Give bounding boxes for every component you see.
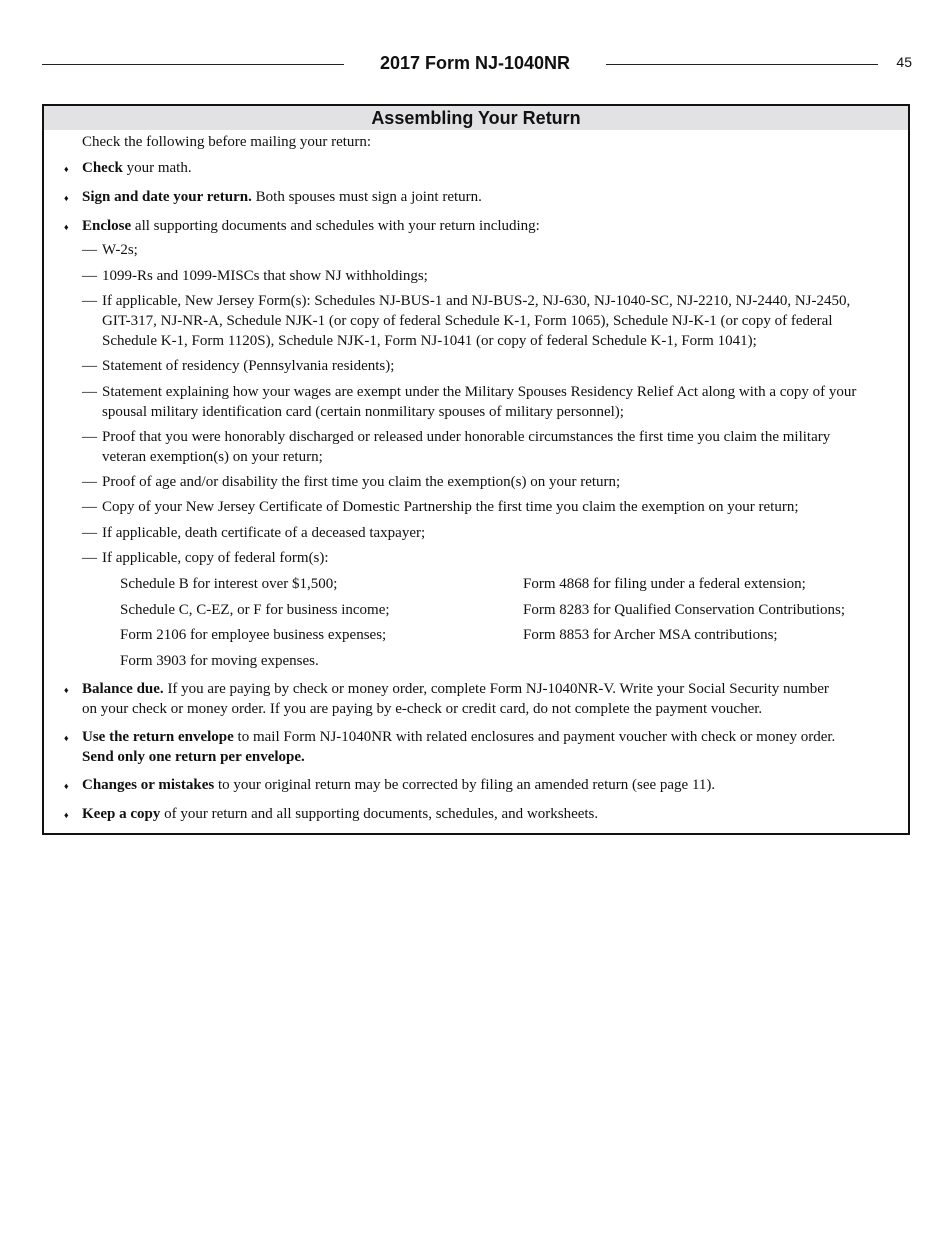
enclosure-text: If applicable, New Jersey Form(s): Schedules NJ-BUS-1 and NJ-BUS-2, NJ-630, NJ-1040-SC, NJ-2210, NJ-2440, NJ-2450,: [102, 293, 851, 309]
header-rule-right: [606, 64, 878, 65]
enclosure-text: If applicable, copy of federal form(s):: [102, 550, 329, 566]
section-title: Assembling Your Return: [44, 106, 908, 130]
page-number: 45: [896, 54, 912, 70]
page-title: 2017 Form NJ-1040NR: [379, 53, 571, 73]
bullet-bold-text: Check: [82, 160, 123, 176]
federal-form-item: Form 8853 for Archer MSA contributions;: [523, 627, 778, 643]
federal-form-item: Schedule C, C-EZ, or F for business income;: [120, 602, 390, 618]
dash-mark: —: [82, 293, 97, 309]
enclosure-age: [82, 472, 912, 492]
enclosure-text: W-2s;: [102, 242, 138, 258]
federal-form-item: Schedule B for interest over $1,500;: [120, 576, 338, 592]
enclosure-1099: [82, 266, 912, 286]
header-rule-left: [42, 64, 344, 65]
bullet-text: of your return and all supporting documents, schedules, and worksheets.: [160, 806, 599, 822]
dash-mark: —: [82, 384, 97, 400]
enclosure-residency: [82, 356, 912, 376]
dash-mark: —: [82, 550, 97, 566]
intro-text: Check the following before mailing your return:: [82, 134, 372, 150]
dash-mark: —: [82, 429, 97, 445]
federal-form-item: Form 4868 for filing under a federal extension;: [523, 576, 806, 592]
list-item-envelope: [64, 727, 910, 747]
diamond-bullet-icon: ♦: [64, 193, 69, 203]
federal-form-item: Form 8283 for Qualified Conservation Contributions;: [523, 602, 846, 618]
bullet-text: Both spouses must sign a joint return.: [251, 189, 482, 205]
dash-mark: —: [82, 242, 97, 258]
enclosure-text: Proof that you were honorably discharged or released under honorable circumstances the first time you claim the military: [102, 429, 831, 445]
enclosure-military-spouse: [82, 382, 912, 402]
dash-mark: —: [82, 474, 97, 490]
bullet-text: If you are paying by check or money order, complete Form NJ-1040NR-V. Write your Social Security number: [163, 681, 829, 697]
federal-form-item: Form 3903 for moving expenses.: [120, 653, 319, 669]
list-item-keep: [64, 804, 910, 824]
enclosure-veteran-line2: veteran exemption(s) on your return;: [102, 449, 323, 465]
enclosure-text: Statement explaining how your wages are exempt under the Military Spouses Residency Relief Act along with a copy of your: [102, 384, 857, 400]
list-item-balance-line2: on your check or money order. If you are paying by e-check or credit card, do not complete the payment voucher.: [82, 701, 763, 717]
diamond-bullet-icon: ♦: [64, 733, 69, 743]
assembling-return-box: [42, 104, 910, 835]
list-item-sign: [64, 187, 910, 207]
federal-form-item: Form 2106 for employee business expenses;: [120, 627, 387, 643]
bullet-text: your math.: [122, 160, 192, 176]
list-item-balance: [64, 679, 910, 699]
diamond-bullet-icon: ♦: [64, 164, 69, 174]
enclosure-death: [82, 523, 912, 543]
enclosure-military-spouse-line2: spousal military identification card (certain nonmilitary spouses of military personnel);: [102, 404, 624, 420]
list-item-envelope-line2: [82, 747, 910, 767]
diamond-bullet-icon: ♦: [64, 810, 69, 820]
diamond-bullet-icon: ♦: [64, 222, 69, 232]
enclosure-text: Proof of age and/or disability the first time you claim the exemption(s) on your return;: [102, 474, 621, 490]
bullet-bold-text: Balance due.: [82, 681, 164, 697]
bullet-bold-text: Changes or mistakes: [82, 777, 215, 793]
dash-mark: —: [82, 358, 97, 374]
bullet-bold-text: Use the return envelope: [82, 729, 234, 745]
enclosure-federal: [82, 548, 912, 568]
bullet-text: all supporting documents and schedules with your return including:: [131, 218, 540, 234]
bullet-bold-text: Send only one return per envelope.: [82, 749, 305, 765]
diamond-bullet-icon: ♦: [64, 685, 69, 695]
enclosure-text: 1099-Rs and 1099-MISCs that show NJ withholdings;: [102, 268, 428, 284]
list-item-enclose: [64, 216, 910, 236]
enclosure-text: Copy of your New Jersey Certificate of Domestic Partnership the first time you claim the exemption on your return;: [102, 499, 799, 515]
bullet-text: to mail Form NJ-1040NR with related enclosures and payment voucher with check or money order.: [233, 729, 836, 745]
enclosure-text: Statement of residency (Pennsylvania residents);: [102, 358, 395, 374]
enclosure-veteran: [82, 427, 912, 447]
enclosure-partnership: [82, 497, 912, 517]
enclosure-text: If applicable, death certificate of a deceased taxpayer;: [102, 525, 426, 541]
dash-mark: —: [82, 268, 97, 284]
enclosure-nj-forms-line2: GIT-317, NJ-NR-A, Schedule NJK-1 (or copy of federal Schedule K-1, Form 1065), Schedule NJ-K-1 (or copy of federal: [102, 313, 833, 329]
enclosure-nj-forms-line3: Schedule K-1, Form 1120S), Schedule NJK-1, Form NJ-1041 (or copy of federal Schedule K-1, Form 1041);: [102, 333, 757, 349]
diamond-bullet-icon: ♦: [64, 781, 69, 791]
dash-mark: —: [82, 499, 97, 515]
dash-mark: —: [82, 525, 97, 541]
bullet-bold-text: Sign and date your return.: [82, 189, 252, 205]
bullet-text: to your original return may be corrected by filing an amended return (see page 11).: [214, 777, 716, 793]
bullet-bold-text: Keep a copy: [82, 806, 161, 822]
bullet-bold-text: Enclose: [82, 218, 132, 234]
list-item-check: [64, 158, 910, 178]
enclosure-nj-forms: [82, 291, 912, 311]
enclosure-w2: [82, 240, 912, 260]
list-item-changes: [64, 775, 910, 795]
